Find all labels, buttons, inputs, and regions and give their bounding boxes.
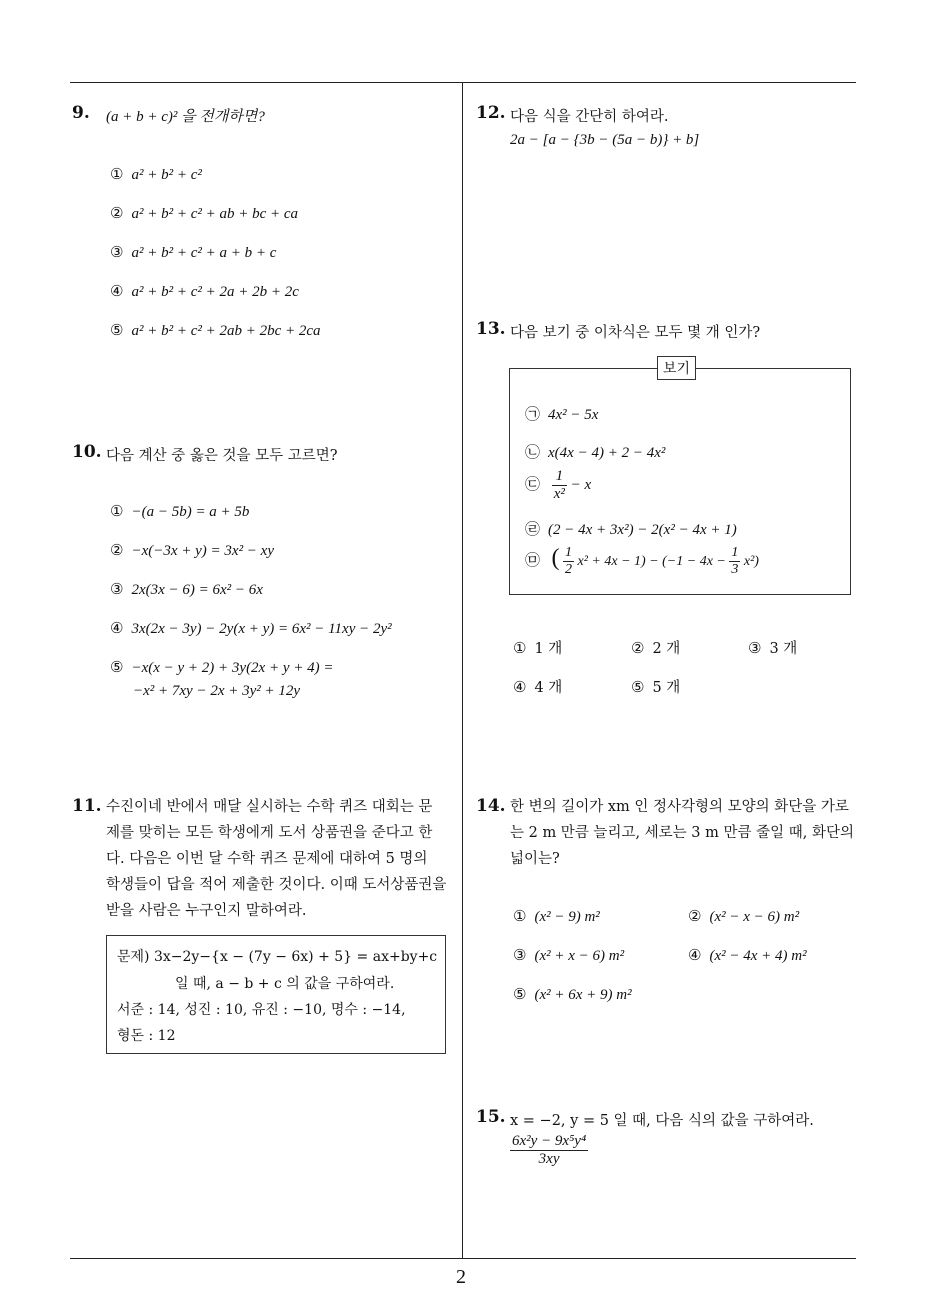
option-3[interactable]: ③ 2x(3x − 6) = 6x² − 6x xyxy=(110,580,263,598)
example-item-2: ㉡ x(4x − 4) + 2 − 4x² xyxy=(525,443,666,461)
question-prompt: 다음 식을 간단히 하여라. xyxy=(510,109,669,125)
problem-box: 문제) 3x−2y−{x − (7y − 6x) + 5} = ax+by+c 일 때, a − b + c 의 값을 구하여라. 서준 : 14, 성진 : 10, 유진 : −10, 명수 : −14, 형돈 : 12 xyxy=(106,935,446,1054)
option-4[interactable]: ④ 3x(2x − 3y) − 2y(x + y) = 6x² − 11xy − 2y² xyxy=(110,619,392,637)
option-2[interactable]: ② a² + b² + c² + ab + bc + ca xyxy=(110,204,299,222)
question-prompt: x = −2, y = 5 일 때, 다음 식의 값을 구하여라. xyxy=(510,1113,814,1129)
option-2[interactable]: ② (x² − x − 6) m² xyxy=(688,907,800,925)
option-5[interactable]: ⑤ a² + b² + c² + 2ab + 2bc + 2ca xyxy=(110,321,321,339)
option-3[interactable]: ③ a² + b² + c² + a + b + c xyxy=(110,243,277,261)
option-1[interactable]: ① (x² − 9) m² xyxy=(513,907,600,925)
question-prompt: 다음 계산 중 옳은 것을 모두 고르면? xyxy=(106,448,338,464)
expression: 2a − [a − {3b − (5a − b)} + b] xyxy=(510,132,700,148)
question-number: 15. xyxy=(476,1107,506,1127)
fraction: $\frac{1}{2}$ xyxy=(565,545,573,578)
question-number: 9. xyxy=(72,103,90,123)
option-3[interactable]: ③ 3 개 xyxy=(748,639,798,657)
question-number: 13. xyxy=(476,319,506,339)
page-number: 2 xyxy=(456,1266,466,1288)
option-2[interactable]: ② −x(−3x + y) = 3x² − xy xyxy=(110,541,274,559)
example-item-1: ㉠ 4x² − 5x xyxy=(525,405,599,423)
example-item-5: ㉤ ( $\frac{1}{2}$ x² + 4x − 1) − (−1 − 4x − $\frac{1}{3}$ x²) xyxy=(525,545,759,578)
question-text: 수진이네 반에서 매달 실시하는 수학 퀴즈 대회는 문 제를 맞히는 모든 학생에게 도서 상품권을 준다고 한 다. 다음은 이번 달 수학 퀴즈 문제에 대하여 5 명의 학생들이 답을 적어 제출한 것이다. 이때 도서상품권을 받을 사람은 누구인지 말하여라. xyxy=(106,799,447,919)
option-4[interactable]: ④ 4 개 xyxy=(513,678,563,696)
question-text: 한 변의 길이가 xm 인 정사각형의 모양의 화단을 가로 는 2 m 만큼 늘리고, 세로는 3 m 만큼 줄일 때, 화단의 넓이는? xyxy=(510,799,854,867)
question-number: 12. xyxy=(476,103,506,123)
option-1[interactable]: ① −(a − 5b) = a + 5b xyxy=(110,502,250,520)
option-5-continuation: −x² + 7xy − 2x + 3y² + 12y xyxy=(133,683,301,699)
fraction: $\frac{1}{\text{x²}}$ xyxy=(553,468,565,502)
question-prompt: 다음 보기 중 이차식은 모두 몇 개 인가? xyxy=(510,325,761,341)
question-number: 11. xyxy=(72,796,102,816)
expression-fraction: $\frac{\text{6x²y − 9x⁵y⁴}}{3xy}$ xyxy=(512,1133,587,1167)
example-box-title: 보기 xyxy=(657,356,696,380)
option-1[interactable]: ① a² + b² + c² xyxy=(110,165,202,183)
option-4[interactable]: ④ a² + b² + c² + 2a + 2b + 2c xyxy=(110,282,299,300)
option-4[interactable]: ④ (x² − 4x + 4) m² xyxy=(688,946,807,964)
question-prompt: (a + b + c)² 을 전개하면? xyxy=(106,109,265,125)
question-number: 10. xyxy=(72,442,102,462)
option-5[interactable]: ⑤ (x² + 6x + 9) m² xyxy=(513,985,632,1003)
example-item-3: ㉢ $\frac{1}{\text{x²}}$ − x xyxy=(525,468,592,502)
example-item-4: ㉣ (2 − 4x + 3x²) − 2(x² − 4x + 1) xyxy=(525,520,737,538)
question-number: 14. xyxy=(476,796,506,816)
option-5[interactable]: ⑤ 5 개 xyxy=(631,678,681,696)
option-1[interactable]: ① 1 개 xyxy=(513,639,563,657)
bottom-rule xyxy=(70,1258,856,1259)
option-5[interactable]: ⑤ −x(x − y + 2) + 3y(2x + y + 4) = xyxy=(110,658,334,676)
top-rule xyxy=(70,82,856,83)
fraction: $\frac{1}{3}$ xyxy=(731,545,739,578)
option-2[interactable]: ② 2 개 xyxy=(631,639,681,657)
column-divider xyxy=(462,82,463,1258)
option-3[interactable]: ③ (x² + x − 6) m² xyxy=(513,946,625,964)
